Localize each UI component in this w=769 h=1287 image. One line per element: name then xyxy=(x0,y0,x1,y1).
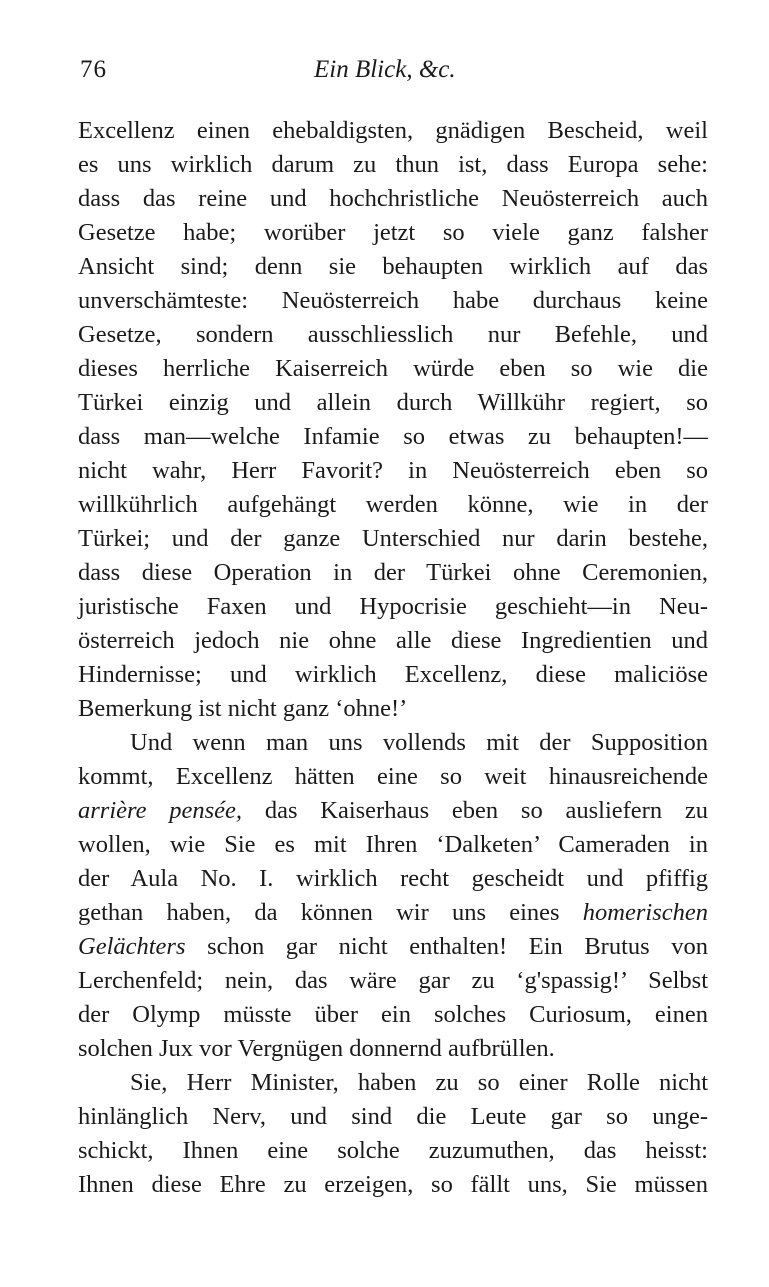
text-line: unverschämteste: Neuösterreich habe durchaus keine xyxy=(78,287,708,314)
page-number: 76 xyxy=(80,56,107,83)
page-header xyxy=(80,56,700,92)
italic-phrase: homerischen xyxy=(582,899,708,926)
text-run: das Kaiserhaus eben so ausliefern zu xyxy=(242,797,708,824)
italic-phrase: arrière pensée, xyxy=(78,797,243,824)
text-line: Lerchenfeld; nein, das wäre gar zu ‘g'spassig!’ Selbst xyxy=(78,967,708,994)
text-line: wollen, wie Sie es mit Ihren ‘Dalketen’ Cameraden in xyxy=(78,831,708,858)
text-line: Sie, Herr Minister, haben zu so einer Rolle nicht xyxy=(130,1069,708,1096)
running-title: Ein Blick, &c. xyxy=(314,56,456,83)
text-line: Ansicht sind; denn sie behaupten wirklich auf das xyxy=(78,253,708,280)
text-line: Excellenz einen ehebaldigsten, gnädigen Bescheid, weil xyxy=(78,117,708,144)
text-line xyxy=(78,930,708,964)
text-line: kommt, Excellenz hätten eine so weit hinausreichende xyxy=(78,763,708,790)
text-line: dieses herrliche Kaiserreich würde eben so wie die xyxy=(78,355,708,382)
text-line: schickt, Ihnen eine solche zuzumuthen, das heisst: xyxy=(78,1137,708,1164)
text-line: dass man—welche Infamie so etwas zu behaupten!— xyxy=(78,423,708,450)
text-line: Und wenn man uns vollends mit der Supposition xyxy=(130,729,708,756)
text-line: Gesetze, sondern ausschliesslich nur Befehle, und xyxy=(78,321,708,348)
text-line: Ihnen diese Ehre zu erzeigen, so fällt uns, Sie müssen xyxy=(78,1171,708,1198)
paragraph-1 xyxy=(78,114,708,726)
text-run: schon gar nicht enthalten! Ein Brutus von xyxy=(185,933,708,960)
text-line: Hindernisse; und wirklich Excellenz, diese maliciöse xyxy=(78,661,708,688)
text-line: nicht wahr, Herr Favorit? in Neuösterreich eben so xyxy=(78,457,708,484)
text-line: dass diese Operation in der Türkei ohne Ceremonien, xyxy=(78,559,708,586)
text-line: der Olymp müsste über ein solches Curiosum, einen xyxy=(78,1001,708,1028)
text-line xyxy=(78,896,708,930)
text-line: Türkei einzig und allein durch Willkühr regiert, so xyxy=(78,389,708,416)
text-line: hinlänglich Nerv, und sind die Leute gar so unge- xyxy=(78,1103,708,1130)
text-line: juristische Faxen und Hypocrisie geschieht—in Neu- xyxy=(78,593,708,620)
text-line xyxy=(78,794,708,828)
paragraph-3 xyxy=(78,1066,708,1202)
text-line: der Aula No. I. wirklich recht gescheidt und pfiffig xyxy=(78,865,708,892)
paragraph-2 xyxy=(78,726,708,1066)
text-line: Gesetze habe; worüber jetzt so viele ganz falsher xyxy=(78,219,708,246)
text-run: gethan haben, da können wir uns eines xyxy=(78,899,583,926)
body-text xyxy=(78,114,708,1202)
text-line: es uns wirklich darum zu thun ist, dass Europa sehe: xyxy=(78,151,708,178)
text-line: Türkei; und der ganze Unterschied nur darin bestehe, xyxy=(78,525,708,552)
italic-phrase: Gelächters xyxy=(78,933,186,960)
text-line: dass das reine und hochchristliche Neuösterreich auch xyxy=(78,185,708,212)
text-line: österreich jedoch nie ohne alle diese Ingredientien und xyxy=(78,627,708,654)
text-line: Bemerkung ist nicht ganz ‘ohne!’ xyxy=(78,695,408,722)
text-line: willkührlich aufgehängt werden könne, wie in der xyxy=(78,491,708,518)
text-line: solchen Jux vor Vergnügen donnernd aufbrüllen. xyxy=(78,1035,555,1062)
